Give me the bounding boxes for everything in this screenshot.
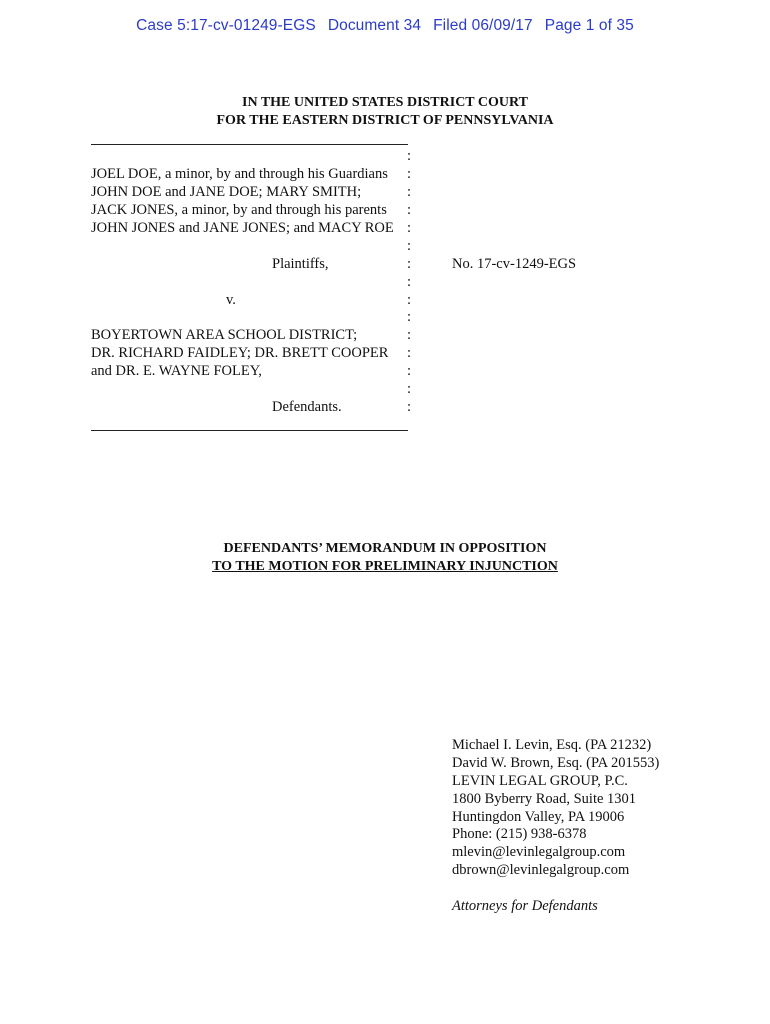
caption-colon: :	[407, 309, 412, 325]
case-number-stamp: Case 5:17-cv-01249-EGS	[136, 17, 316, 34]
caption-colon: :	[407, 327, 412, 343]
caption-bottom-rule	[91, 430, 408, 431]
document-title-text-2: TO THE MOTION FOR PRELIMINARY INJUNCTION	[212, 559, 558, 574]
attorney-block-line: 1800 Byberry Road, Suite 1301	[452, 791, 637, 807]
attorney-role: Attorneys for Defendants	[452, 898, 598, 914]
defendants-label: Defendants.	[272, 399, 342, 415]
attorney-block-line: Michael I. Levin, Esq. (PA 21232)	[452, 737, 652, 753]
caption-colon: :	[407, 363, 412, 379]
caption-colon: :	[407, 345, 412, 361]
caption-colon: :	[407, 399, 412, 415]
plaintiff-line: JOEL DOE, a minor, by and through his Guardians	[91, 166, 388, 182]
defendant-line: and DR. E. WAYNE FOLEY,	[91, 363, 262, 379]
document-title-text-1: DEFENDANTS’ MEMORANDUM IN OPPOSITION	[223, 541, 547, 556]
versus-label: v.	[226, 292, 236, 308]
caption-colon: :	[407, 238, 412, 254]
defendant-line: DR. RICHARD FAIDLEY; DR. BRETT COOPER	[91, 345, 389, 361]
caption-colon: :	[407, 148, 412, 164]
caption-colon: :	[407, 202, 412, 218]
caption-colon: :	[407, 220, 412, 236]
attorney-block-line: Huntingdon Valley, PA 19006	[452, 809, 625, 825]
caption-colon: :	[407, 184, 412, 200]
document-title-line-1	[0, 540, 770, 558]
caption-colon: :	[407, 256, 412, 272]
plaintiffs-label: Plaintiffs,	[272, 256, 329, 272]
caption-colon: :	[407, 381, 412, 397]
caption-colon: :	[407, 166, 412, 182]
defendant-line: BOYERTOWN AREA SCHOOL DISTRICT;	[91, 327, 358, 343]
document-number-stamp: Document 34	[327, 17, 422, 34]
plaintiff-line: JACK JONES, a minor, by and through his parents	[91, 202, 387, 218]
attorney-email-line: dbrown@levinlegalgroup.com	[452, 862, 630, 878]
document-title-line-2	[0, 558, 770, 576]
caption-top-rule	[91, 144, 408, 145]
court-name-line-2: FOR THE EASTERN DISTRICT OF PENNSYLVANIA	[216, 113, 554, 128]
filed-date-stamp: Filed 06/09/17	[433, 17, 533, 34]
caption-colon: :	[407, 292, 412, 308]
page-count-stamp: Page 1 of 35	[544, 17, 634, 34]
attorney-email-line: mlevin@levinlegalgroup.com	[452, 844, 626, 860]
attorney-block-line: David W. Brown, Esq. (PA 201553)	[452, 755, 660, 771]
attorney-block-line: Phone: (215) 938-6378	[452, 826, 587, 842]
ecf-header-stamp	[0, 17, 770, 35]
attorney-block-line: LEVIN LEGAL GROUP, P.C.	[452, 773, 628, 789]
civil-action-number: No. 17-cv-1249-EGS	[452, 256, 577, 272]
court-name-line-1: IN THE UNITED STATES DISTRICT COURT	[242, 95, 528, 110]
plaintiff-line: JOHN JONES and JANE JONES; and MACY ROE	[91, 220, 394, 236]
plaintiff-line: JOHN DOE and JANE DOE; MARY SMITH;	[91, 184, 362, 200]
caption-colon: :	[407, 274, 412, 290]
